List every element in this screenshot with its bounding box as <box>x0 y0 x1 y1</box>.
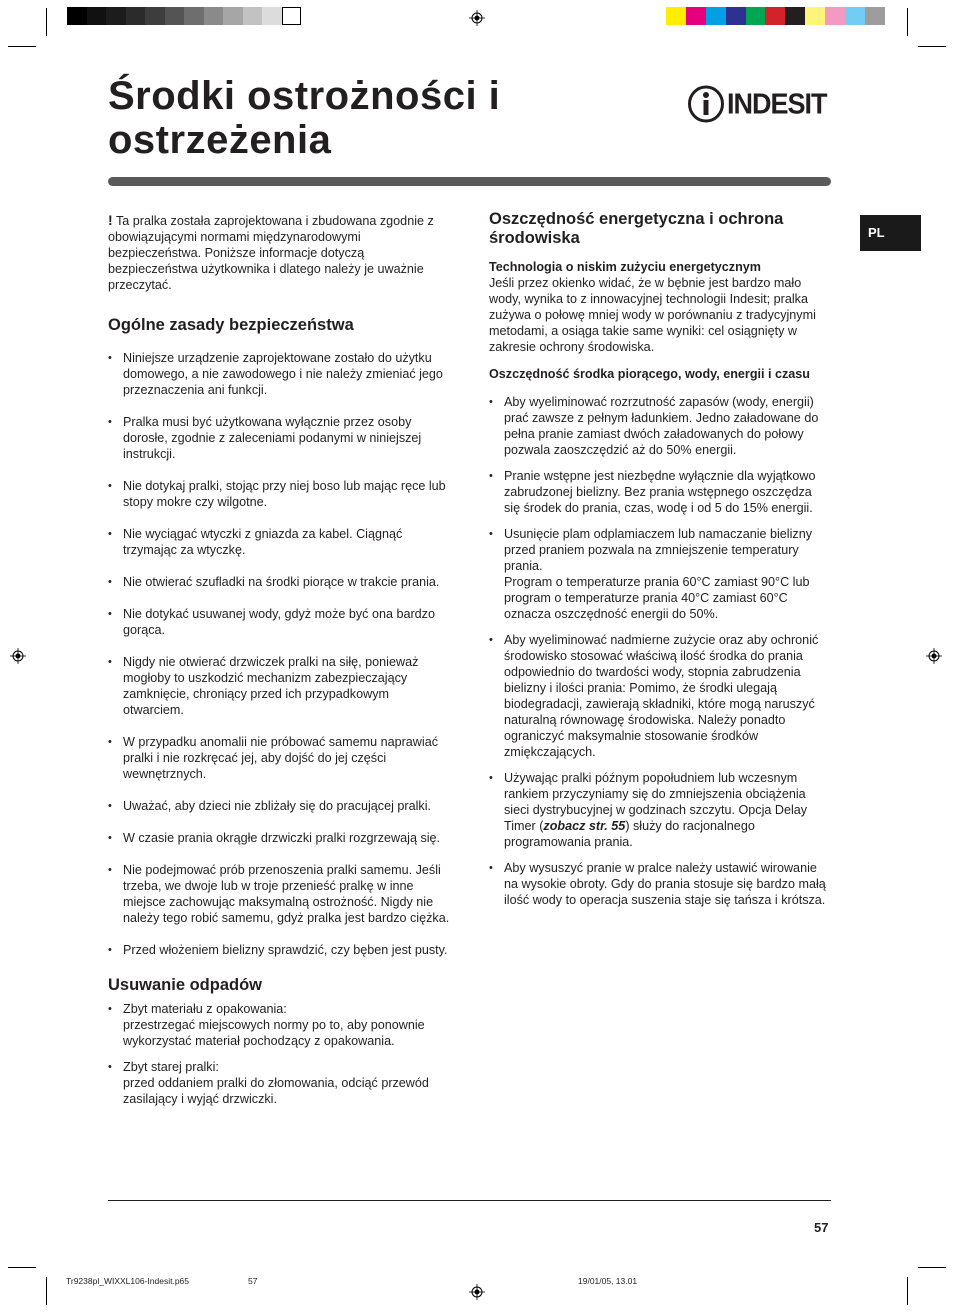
gray-swatch <box>126 7 146 25</box>
list-item-text-tail: ) służy do racjonalnego programowania prania. <box>504 819 755 849</box>
list-item: • Nigdy nie otwierać drzwiczek pralki na siłę, ponieważ mogłoby to uszkodzić mechanizm zabezpieczający zamknięcie, chroniący przed ich przypadkowym otwarciem. <box>108 654 450 718</box>
list-item <box>489 770 831 850</box>
list-item: • Nie otwierać szufladki na środki piorące w trakcie prania. <box>108 574 450 590</box>
page-reference: zobacz str. 55 <box>543 819 626 833</box>
color-swatch <box>765 7 785 25</box>
waste-heading: Usuwanie odpadów <box>108 976 263 994</box>
waste-list <box>108 1001 450 1107</box>
list-item <box>489 526 831 622</box>
list-item: • Niniejsze urządzenie zaprojektowane zostało do użytku domowego, a nie zawodowego i nie należy zmieniać jego przeznaczenia ani funkcji. <box>108 350 450 398</box>
list-item: • Nie dotykaj pralki, stojąc przy niej boso lub mając ręce lub stopy mokre czy wilgotne. <box>108 478 450 510</box>
grayscale-calibration-strip <box>67 7 301 25</box>
gray-swatch <box>67 7 87 25</box>
gray-swatch <box>204 7 224 25</box>
page-number: 57 <box>814 1220 829 1235</box>
color-swatch <box>686 7 706 25</box>
list-item: • Aby wyeliminować nadmierne zużycie oraz aby ochronić środowisko stosować właściwą ilość środka do prania odpowiednio do twardości wody, stopnia zabrudzenia bielizny i ilości prania: Pomimo, że środki ulegają biodegradacji, zawierają składniki, które mogą naruszyć naturalną równowagę środowiska. Należy ponadto ograniczyć maksymalnie stosowanie środków zmiękczających. <box>489 632 831 760</box>
list-item: • W czasie prania okrągłe drzwiczki pralki rozgrzewają się. <box>108 830 450 846</box>
color-swatch <box>666 7 686 25</box>
energy-heading: Oszczędność energetyczna i ochrona środowiska <box>489 210 784 247</box>
page-title <box>108 74 628 162</box>
registration-mark-icon <box>469 1284 485 1300</box>
waste-item-text: przestrzegać miejscowych normy po to, aby ponownie wykorzystać materiał pochodzący z opakowania. <box>123 1018 425 1048</box>
color-swatch <box>845 7 865 25</box>
list-item: • Aby wyeliminować rozrzutność zapasów (wody, energii) prać zawsze z pełnym ładunkiem. Jedno załadowane do pełna pranie zamiast dwóch załadowanych do połowy pozwala zaoszczędzić aż do 50% energii. <box>489 394 831 458</box>
list-item-text: Używając pralki późnym popołudniem lub wczesnym rankiem przyczyniamy się do zmniejszenia obciążenia sieci dystrybucyjnej w godzinach szczytu. Opcja Delay Timer ( <box>504 771 808 833</box>
footer-sheet-number: 57 <box>248 1276 258 1286</box>
color-swatch <box>785 7 805 25</box>
list-item: • Pralka musi być użytkowana wyłącznie przez osoby dorosłe, zgodnie z zaleceniami podanymi w niniejszej instrukcji. <box>108 414 450 462</box>
gray-swatch <box>262 7 282 25</box>
footer-filename: Tr9238pl_WIXXL106-Indesit.p65 <box>66 1276 190 1286</box>
tech-paragraph: Jeśli przez okienko widać, że w bębnie jest bardzo mało wody, wynika to z innowacyjnej technologii Indesit; pralka zużywa o połowę mniej wody w porównaniu z tradycyjnymi metodami, a osiąga takie same wyniki: cel osiągnięty w zakresie ochrony środowiska. <box>489 276 816 354</box>
tech-heading: Technologia o niskim zużyciu energetycznym <box>489 260 761 274</box>
color-swatch <box>726 7 746 25</box>
list-item <box>108 1059 450 1107</box>
list-item: • Nie podejmować prób przenoszenia pralki samemu. Jeśli trzeba, we dwoje lub w troje przenieść pralkę w inne miejsce zachowując maksymalną ostrożność. Nigdy nie należy tego robić samemu, gdyż pralka jest bardzo ciężka. <box>108 862 450 926</box>
color-swatch <box>706 7 726 25</box>
list-item: • Nie wyciągać wtyczki z gniazda za kabel. Ciągnąć trzymając za wtyczkę. <box>108 526 450 558</box>
footer-date: 19/01/05, 13.01 <box>578 1276 638 1286</box>
color-swatch <box>805 7 825 25</box>
gray-swatch <box>145 7 165 25</box>
gray-swatch <box>87 7 107 25</box>
right-column <box>489 210 831 908</box>
page-title-line-2: ostrzeżenia <box>108 118 332 162</box>
gray-swatch <box>243 7 263 25</box>
warning-mark: ! <box>108 212 113 228</box>
list-item: • Pranie wstępne jest niezbędne wyłącznie dla wyjątkowo zabrudzonej bielizny. Bez prania wstępnego oszczędza się środek do prania, czas, wodę i od 5 do 15% energii. <box>489 468 831 516</box>
registration-mark-icon <box>926 648 942 664</box>
page-title-line-1: Środki ostrożności i <box>108 74 501 118</box>
list-item: • Nie dotykać usuwanej wody, gdyż może być ona bardzo gorąca. <box>108 606 450 638</box>
gray-swatch <box>282 7 302 25</box>
gray-swatch <box>106 7 126 25</box>
gray-swatch <box>223 7 243 25</box>
registration-mark-icon <box>469 10 485 26</box>
temperature-note: Program o temperaturze prania 60°C zamiast 90°C lub program o temperaturze prania 40°C zamiast 60°C oznacza oszczędność energii do 50%. <box>504 575 810 621</box>
brand-logo-text: INDESIT <box>727 88 827 120</box>
left-column <box>108 212 450 1107</box>
safety-list <box>108 350 450 958</box>
color-swatch <box>746 7 766 25</box>
saving-heading: Oszczędność środka piorącego, wody, energii i czasu <box>489 367 811 381</box>
waste-item-lead: Zbyt materiału z opakowania: <box>123 1002 287 1016</box>
title-divider <box>108 177 831 186</box>
list-item: • Przed włożeniem bielizny sprawdzić, czy bęben jest pusty. <box>108 942 450 958</box>
color-swatch <box>825 7 845 25</box>
intro-paragraph <box>108 212 450 293</box>
waste-item-text: przed oddaniem pralki do złomowania, odciąć przewód zasilający i wyjąć drzwiczki. <box>123 1076 429 1106</box>
gray-swatch <box>165 7 185 25</box>
list-item: • Aby wysuszyć pranie w pralce należy ustawić wirowanie na wysokie obroty. Gdy do prania stosuje się bardzo małą ilość wody to operacja suszenia staje się tańsza i krótsza. <box>489 860 831 908</box>
safety-heading: Ogólne zasady bezpieczeństwa <box>108 316 354 334</box>
footer-divider <box>108 1200 831 1201</box>
intro-text: Ta pralka została zaprojektowana i zbudowana zgodnie z obowiązującymi normami międzynarodowymi bezpieczeństwa. Poniższe informacje dotyczą bezpieczeństwa użytkownika i dlatego należy je uważnie przeczytać. <box>108 214 434 292</box>
list-item-text: Usunięcie plam odplamiaczem lub namaczanie bielizny przed praniem pozwala na zmniejszenie temperatury prania. <box>504 527 812 573</box>
list-item <box>108 1001 450 1049</box>
saving-list <box>489 394 831 908</box>
registration-mark-icon <box>10 648 26 664</box>
indesit-logo-icon <box>686 84 726 124</box>
waste-item-lead: Zbyt starej pralki: <box>123 1060 219 1074</box>
color-calibration-strip <box>666 7 885 25</box>
list-item: • Uważać, aby dzieci nie zbliżały się do pracującej pralki. <box>108 798 450 814</box>
list-item: • W przypadku anomalii nie próbować samemu naprawiać pralki i nie rozkręcać jej, aby dojść do jej części wewnętrznych. <box>108 734 450 782</box>
language-tab: PL <box>860 215 921 251</box>
color-swatch <box>865 7 885 25</box>
gray-swatch <box>184 7 204 25</box>
